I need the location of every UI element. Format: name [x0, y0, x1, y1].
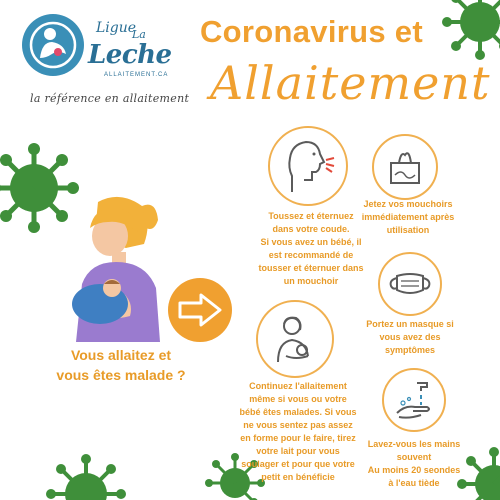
tip-breastfeed-line: ne vous sentez pas assez: [243, 420, 353, 430]
tip-breastfeed-line: même si vous ou votre: [249, 394, 347, 404]
mother-question-line2: vous êtes malade ?: [56, 367, 186, 383]
title-line2: Allaitement: [210, 56, 491, 110]
virus-top-right-icon: [440, 0, 500, 62]
tip-breastfeed: [228, 380, 368, 484]
tip-mask-line: Portez un masque si: [366, 319, 454, 329]
title-line1: Coronavirus et: [200, 14, 423, 49]
breastfeed-icon-circle: [256, 300, 334, 378]
tip-tissue-line: Jetez vos mouchoirs: [363, 199, 453, 209]
tip-cough-line: tousser et éternuer dans: [258, 263, 364, 273]
mother-baby-logo-icon: [22, 14, 84, 76]
tip-breastfeed-line: en forme pour le faire, tirez: [240, 433, 356, 443]
tip-wash-line: souvent: [396, 452, 432, 462]
arrow-right-icon: [177, 292, 223, 328]
tip-tissue-line: immédiatement après: [361, 212, 455, 222]
tip-breastfeed-line: soulager et pour que votre: [241, 459, 355, 469]
mother-baby-icon: [268, 312, 322, 366]
tip-mask-line: symptômes: [384, 345, 436, 355]
tip-cough-line: Toussez et éternuez: [268, 211, 354, 221]
tip-wash: [354, 438, 474, 490]
logo-tagline: la référence en allaitement: [30, 92, 190, 105]
face-mask-icon: [387, 268, 433, 300]
tip-breastfeed-line: bébé êtes malades. Si vous: [239, 407, 357, 417]
tip-breastfeed-line: petit en bénéficie: [261, 472, 335, 482]
tip-tissue-line: utilisation: [386, 225, 430, 235]
tip-cough-line: dans votre coude.: [272, 224, 350, 234]
tip-wash-line: Lavez-vous les mains: [367, 439, 461, 449]
arrow-badge: [168, 278, 232, 342]
logo-word-ligue: Ligue: [96, 20, 137, 36]
coughing-person-icon: [278, 136, 338, 196]
wash-icon-circle: [382, 368, 446, 432]
logo-word-la: La: [132, 28, 146, 41]
breastfeeding-mother-illustration: [60, 192, 170, 342]
virus-bottom-left-icon: [44, 452, 128, 500]
mother-question: [26, 345, 216, 385]
mask-icon-circle: [378, 252, 442, 316]
tip-mask-line: vous avez des: [379, 332, 441, 342]
tip-mask: [358, 318, 462, 357]
tip-cough-line: un mouchoir: [283, 276, 339, 286]
tip-breastfeed-line: Continuez l'allaitement: [249, 381, 347, 391]
mother-question-line1: Vous allaitez et: [70, 347, 172, 363]
tip-wash-line: Au moins 20 seondes: [367, 465, 461, 475]
tissue-box-icon: [383, 145, 427, 189]
tip-wash-line: à l'eau tiède: [388, 478, 440, 488]
cough-icon-circle: [268, 126, 348, 206]
logo-emblem: [22, 14, 84, 76]
tip-breastfeed-line: votre lait pour vous: [256, 446, 340, 456]
logo-word-leche: Leche: [88, 40, 172, 70]
tip-cough-line: est recommandé de: [268, 250, 354, 260]
logo-site: ALLAITEMENT.CA: [104, 72, 169, 78]
hand-washing-icon: [391, 377, 437, 423]
tissue-icon-circle: [372, 134, 438, 200]
tip-tissue: [350, 198, 466, 237]
tip-cough-line: Si vous avez un bébé, il: [260, 237, 362, 247]
